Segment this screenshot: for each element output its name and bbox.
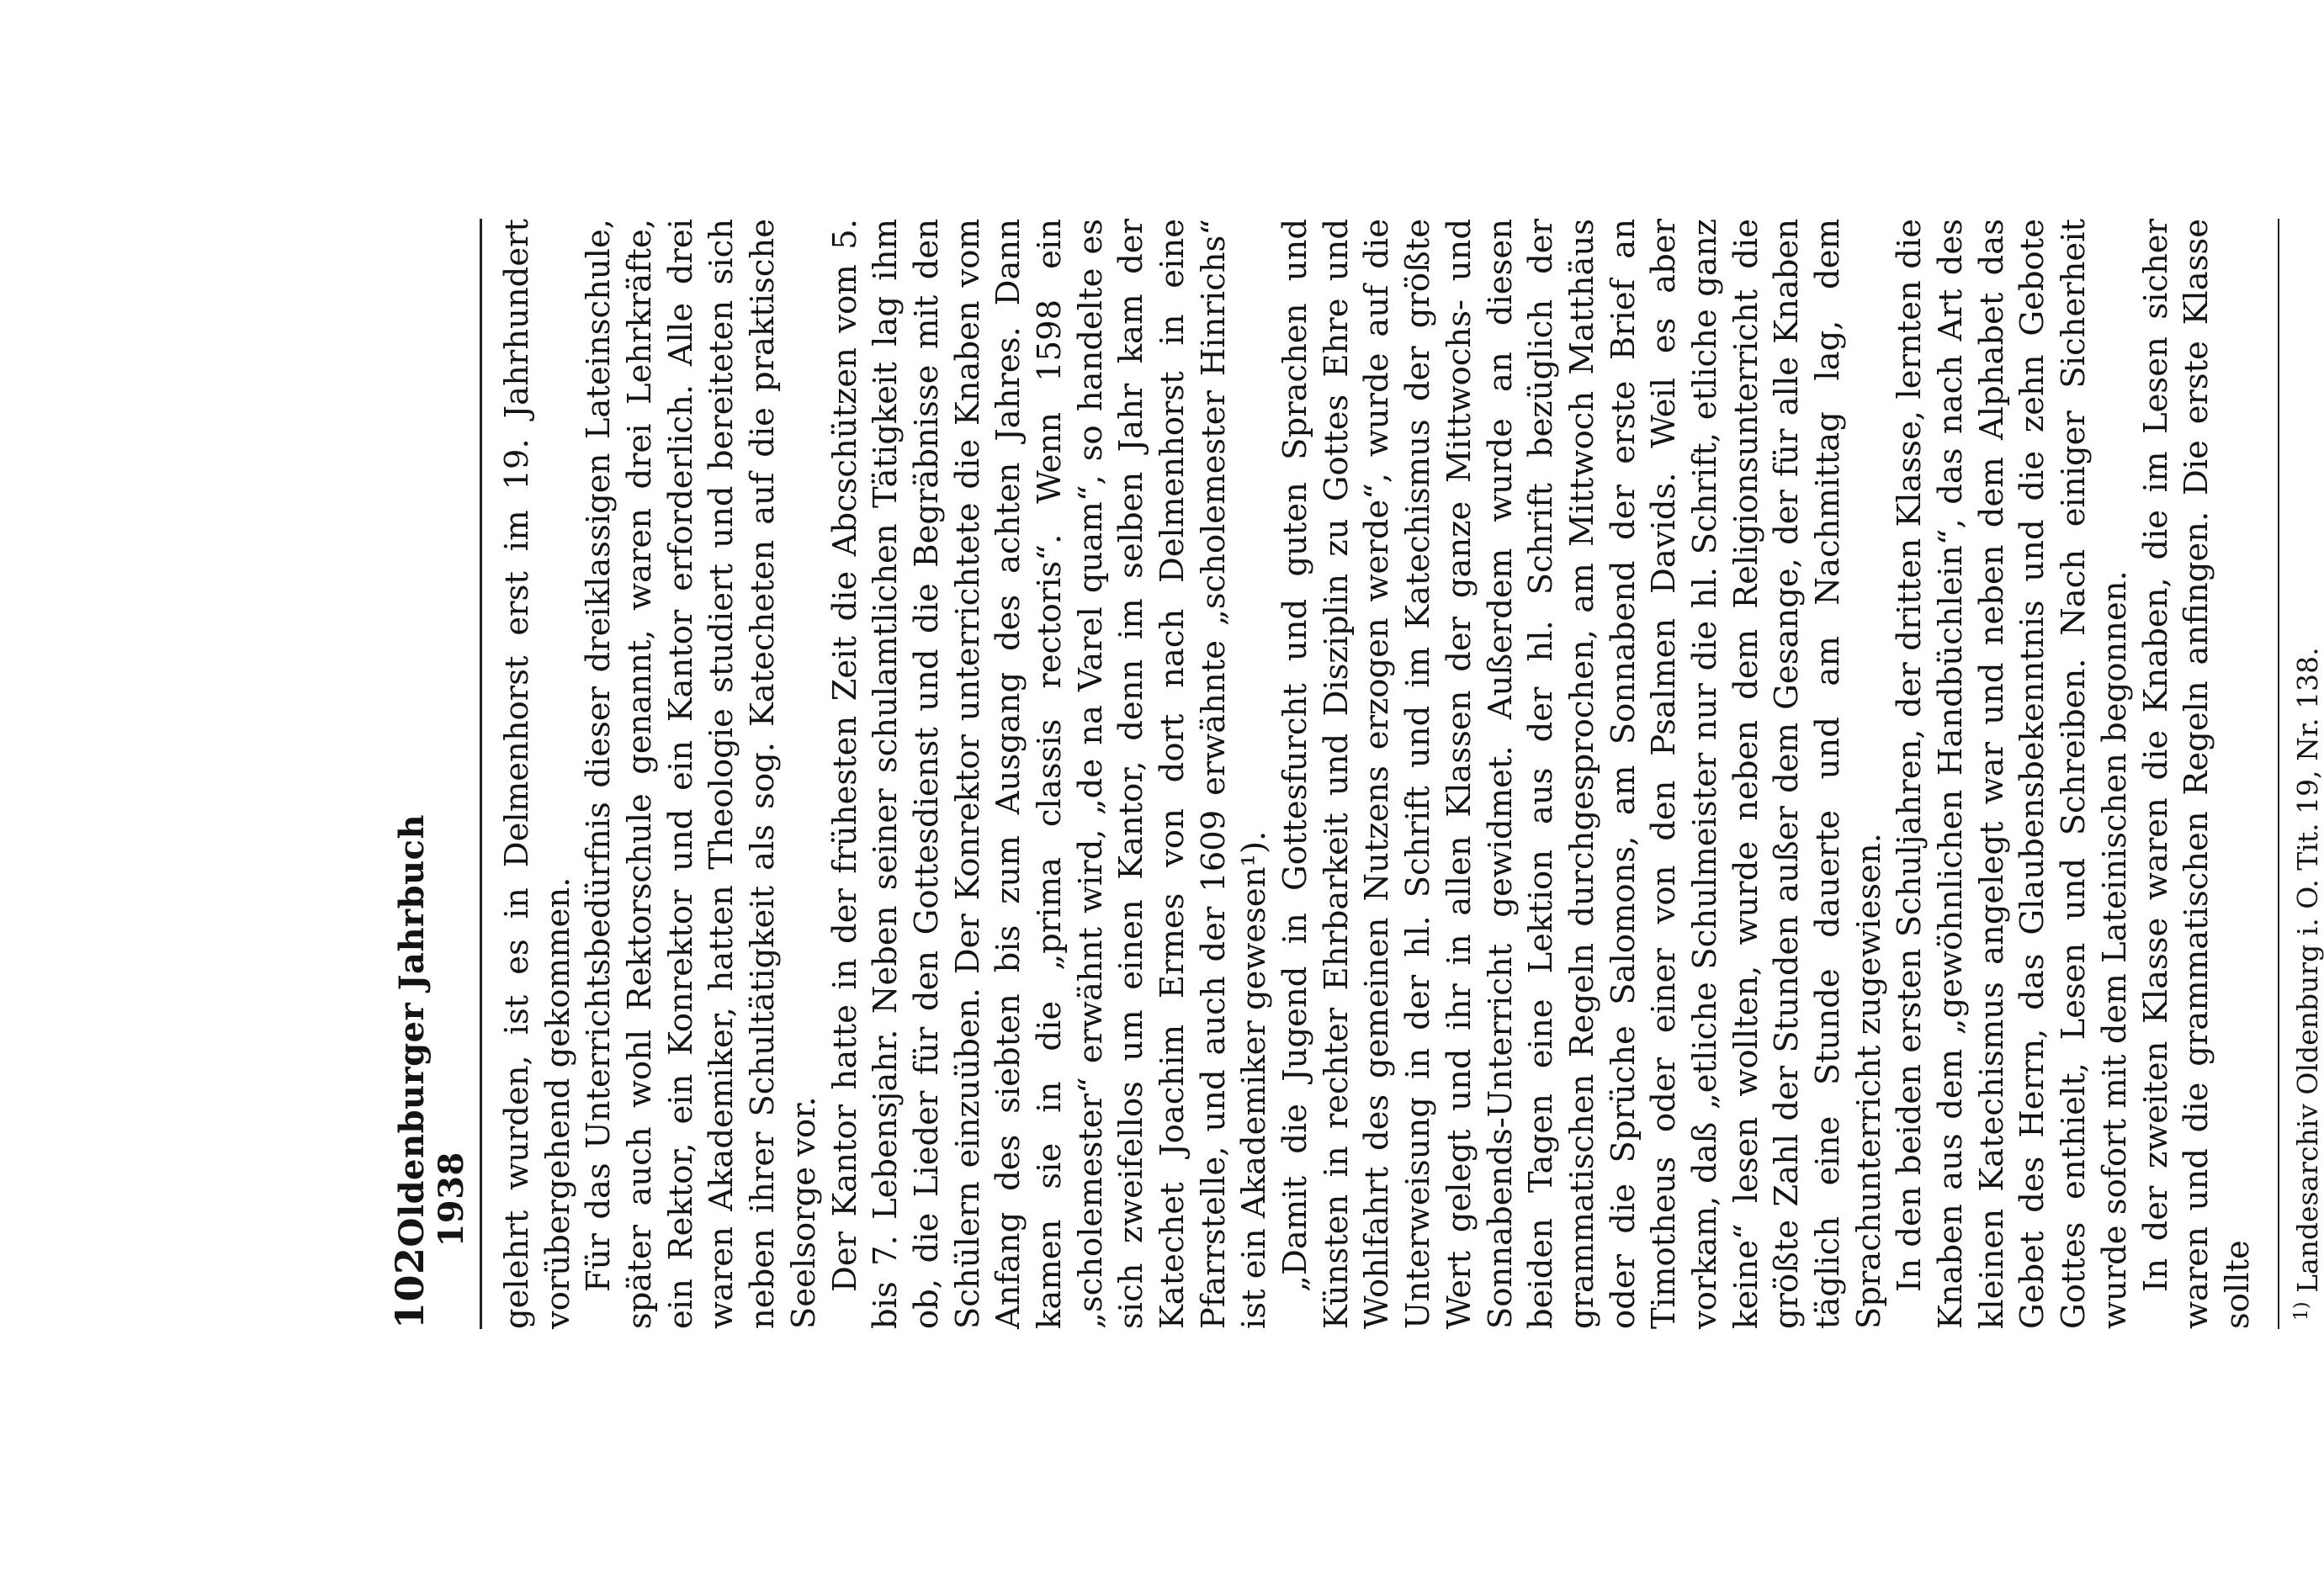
running-header [387, 219, 482, 1329]
paragraph: Der Kantor hatte in der frühesten Zeit die Abcschützen vom 5. bis 7. Lebensjahr. Neben seiner schulamtlichen Tätigkeit lag ihm ob, die Lieder für den Gottesdienst und die Begräbnisse mit den Schülern einzuüben. Der Konrektor unterrichtete die Knaben vom Anfang des siebten bis zum Ausgang des achten Jahres. Dann kamen sie in die „prima classis rectoris“. Wenn 1598 ein „scholemester“ erwähnt wird, „de na Varel quam“, so handelte es sich zweifellos um einen Kantor, denn im selben Jahr kam der Katechet Joachim Ermes von dort nach Delmenhorst in eine Pfarrstelle, und auch der 1609 erwähnte „scholemester Hinrichs“ ist ein Akademiker gewesen¹). [825, 219, 1274, 1329]
journal-title: Oldenburger Jahrbuch 1938 [392, 813, 471, 1247]
body-text [497, 219, 2259, 1329]
paragraph: In den beiden ersten Schuljahren, der dritten Klasse, lernten die Knaben aus dem „gewöhnlichen Handbüchlein“, das nach Art des kleinen Katechismus angelegt war und neben dem Alphabet das Gebet des Herrn, das Glaubensbekenntnis und die zehn Gebote Gottes enthielt, Lesen und Schreiben. Nach einiger Sicherheit wurde sofort mit dem Lateinischen begonnen. [1891, 219, 2134, 1329]
paragraph: gelehrt wurden, ist es in Delmenhorst erst im 19. Jahrhundert vorübergehend gekommen. [498, 219, 577, 1329]
paragraph: In der zweiten Klasse waren die Knaben, die im Lesen sicher waren und die grammatischen Regeln anfingen. Die erste Klasse sollte [2136, 219, 2257, 1329]
page-number: 102 [387, 1247, 432, 1329]
footnote [2291, 219, 2324, 1329]
footnote-divider [2278, 219, 2279, 1329]
paragraph: Für das Unterrichtsbedürfnis dieser dreiklassigen Lateinschule, später auch wohl Rektorschule genannt, waren drei Lehrkräfte, ein Rektor, ein Konrektor und ein Kantor erforderlich. Alle drei waren Akademiker, hatten Theologie studiert und bereiteten sich neben ihrer Schultätigkeit als sog. Katecheten auf die praktische Seelsorge vor. [580, 219, 823, 1329]
footnote-marker: 1) [2290, 1301, 2312, 1321]
paragraph: „Damit die Jugend in Gottesfurcht und guten Sprachen und Künsten in rechter Ehrbarkeit und Disziplin zu Gottes Ehre und Wohlfahrt des gemeinen Nutzens erzogen werde“, wurde auf die Unterweisung in der hl. Schrift und im Katechismus der größte Wert gelegt und ihr in allen Klassen der ganze Mittwochs- und Sonnabends-Unterricht gewidmet. Außerdem wurde an diesen beiden Tagen eine Lektion aus der hl. Schrift bezüglich der grammatischen Regeln durchgesprochen, am Mittwoch Matthäus oder die Sprüche Salomons, am Sonnabend der erste Brief an Timotheus oder einer von den Psalmen Davids. Weil es aber vorkam, daß „etliche Schulmeister nur die hl. Schrift, etliche ganz keine“ lesen wollten, wurde neben dem Religionsunterricht die größte Zahl der Stunden außer dem Gesange, der für alle Knaben täglich eine Stunde dauerte und am Nachmittag lag, dem Sprachunterricht zugewiesen. [1276, 219, 1888, 1329]
footnote-text: Landesarchiv Oldenburg i. O. Tit. 19, Nr. 138. [2290, 647, 2324, 1293]
scanned-page [353, 193, 2324, 1354]
